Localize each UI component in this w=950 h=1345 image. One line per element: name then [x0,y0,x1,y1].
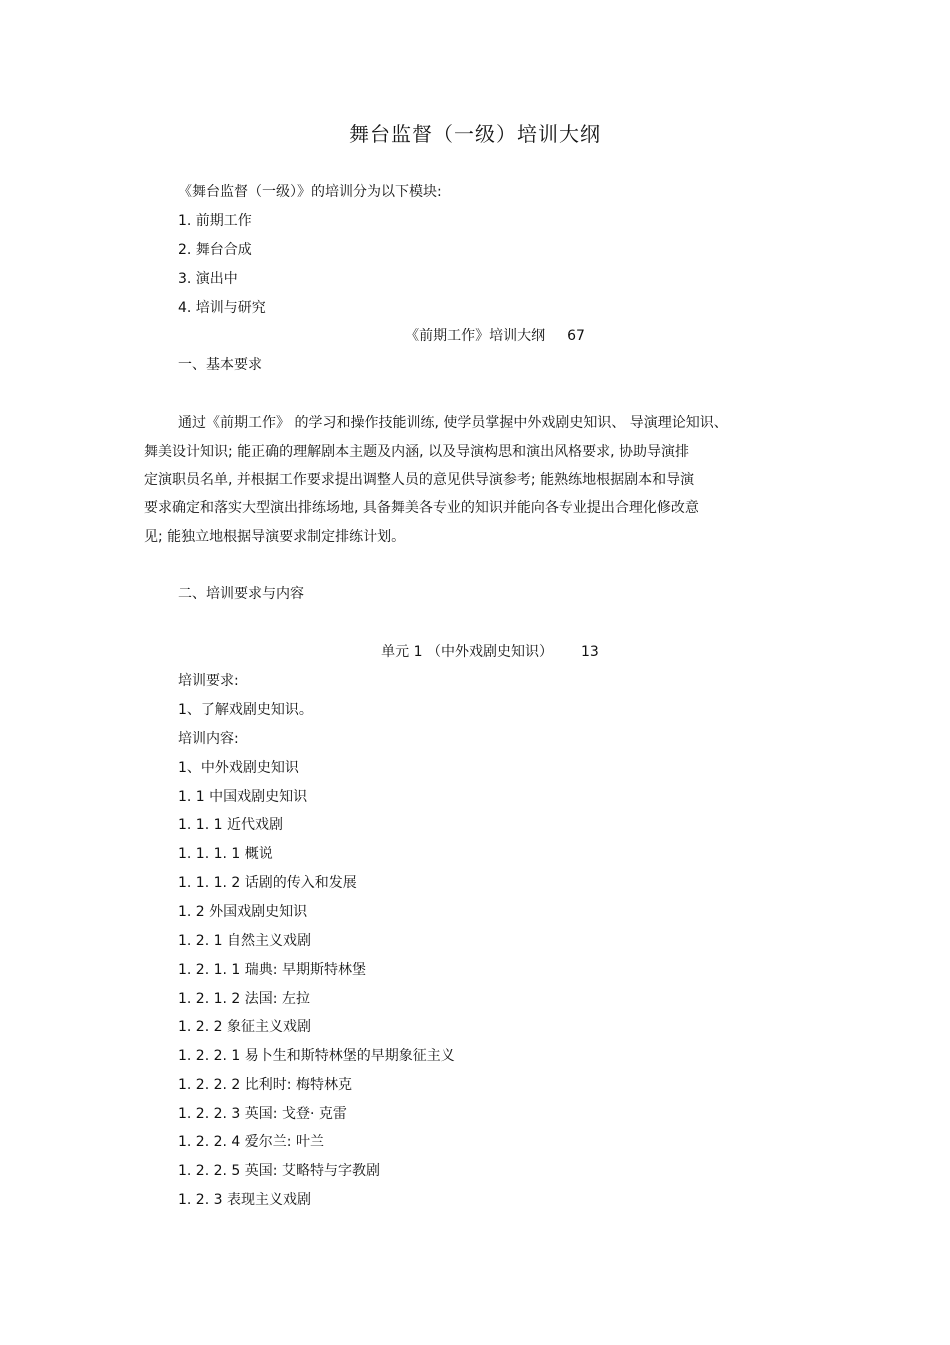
outline-line: 培训内容: [178,731,239,747]
outline-line: 1. 2. 2. 1 易卜生和斯特林堡的早期象征主义 [178,1048,455,1064]
intro-text: 《舞台监督（一级）》的培训分为以下模块: [178,184,442,200]
training-heading: 二、培训要求与内容 [178,586,304,602]
outline-line: 1. 2. 2. 3 英国: 戈登· 克雷 [178,1106,347,1122]
outline-line: 1. 1. 1 近代戏剧 [178,817,283,833]
outline-line: 1. 2. 3 表现主义戏剧 [178,1192,311,1208]
module-item: 2. 舞台合成 [178,242,252,258]
section-heading [20,327,950,345]
paragraph-line: 要求确定和落实大型演出排练场地, 具备舞美各专业的知识并能向各专业提出合理化修改意 [144,500,699,516]
outline-line: 培训要求: [178,673,239,689]
paragraph-line: 舞美设计知识; 能正确的理解剧本主题及内涵, 以及导演构思和演出风格要求, 协助导演排 [144,444,689,460]
outline-line: 1. 2. 1 自然主义戏剧 [178,933,311,949]
paragraph-line: 定演职员名单, 并根据工作要求提出调整人员的意见供导演参考; 能熟练地根据剧本和导演 [144,472,695,488]
outline-line: 1、中外戏剧史知识 [178,760,299,776]
module-item: 3. 演出中 [178,271,238,287]
outline-line: 1. 1. 1. 1 概说 [178,846,273,862]
unit-heading-text: 单元 1 （中外戏剧史知识） [381,644,553,660]
basic-requirements-heading: 一、基本要求 [178,357,262,373]
outline-line: 1. 1. 1. 2 话剧的传入和发展 [178,875,357,891]
outline-line: 1. 2. 2. 4 爱尔兰: 叶兰 [178,1134,324,1150]
unit-number: 13 [580,644,599,660]
document-title: 舞台监督（一级）培训大纲 [349,122,601,146]
outline-line: 1. 1 中国戏剧史知识 [178,789,308,805]
section-heading-text: 《前期工作》培训大纲 [405,328,546,344]
module-item: 1. 前期工作 [178,213,252,229]
outline-line: 1. 2 外国戏剧史知识 [178,904,308,920]
outline-line: 1. 2. 1. 2 法国: 左拉 [178,991,310,1007]
outline-line: 1. 2. 2 象征主义戏剧 [178,1019,311,1035]
unit-heading [15,643,950,661]
outline-line: 1、了解戏剧史知识。 [178,702,313,718]
outline-line: 1. 2. 2. 2 比利时: 梅特林克 [178,1077,352,1093]
module-item: 4. 培训与研究 [178,300,266,316]
outline-line: 1. 2. 2. 5 英国: 艾略特与字教剧 [178,1163,380,1179]
paragraph-line: 通过《前期工作》 的学习和操作技能训练, 使学员掌握中外戏剧史知识、 导演理论知识、 [178,415,728,431]
paragraph-line: 见; 能独立地根据导演要求制定排练计划。 [144,529,406,545]
outline-line: 1. 2. 1. 1 瑞典: 早期斯特林堡 [178,962,366,978]
section-number: 67 [567,328,585,344]
